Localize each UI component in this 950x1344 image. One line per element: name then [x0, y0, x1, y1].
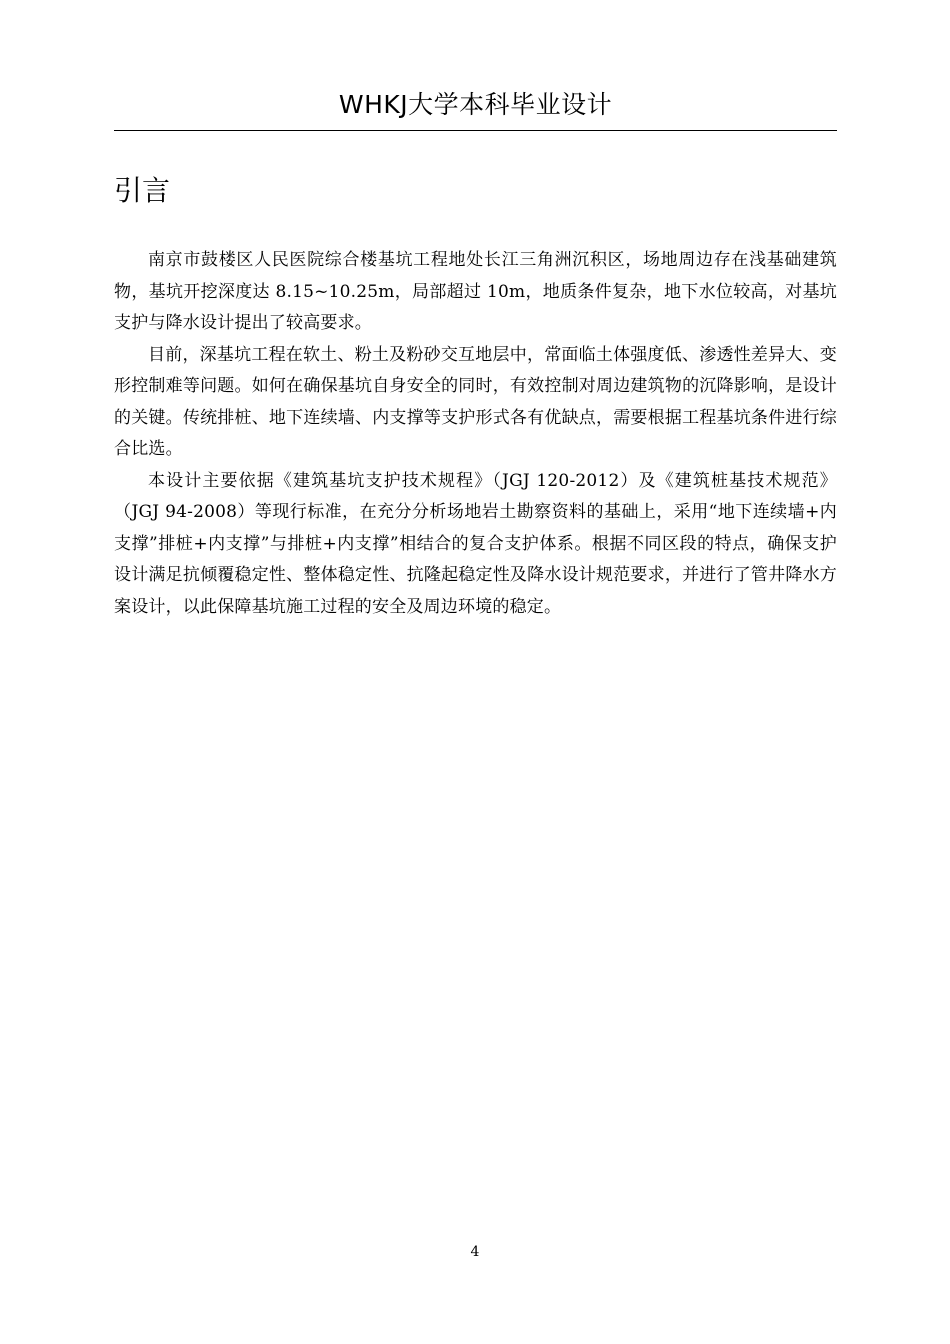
section-title: 引言: [114, 174, 171, 207]
page-header: [114, 88, 837, 131]
page-number: 4: [470, 1244, 480, 1260]
paragraph-3: 本设计主要依据《建筑基坑支护技术规程》（JGJ 120-2012）及《建筑桩基技术规范》（JGJ 94-2008）等现行标准，在充分分析场地岩土勘察资料的基础上，采用“地下连续墙+内支撑”排桩+内支撑”与排桩+内支撑”相结合的复合支护体系。根据不同区段的特点，确保支护设计满足抗倾覆稳定性、整体稳定性、抗隆起稳定性及降水设计规范要求，并进行了管井降水方案设计，以此保障基坑施工过程的安全及周边环境的稳定。: [114, 470, 837, 617]
paragraph-1: 南京市鼓楼区人民医院综合楼基坑工程地处长江三角洲沉积区，场地周边存在浅基础建筑物，基坑开挖深度达 8.15~10.25m，局部超过 10m，地质条件复杂，地下水位较高，对基坑支护与降水设计提出了较高要求。: [114, 250, 837, 333]
header-title: WHKJ大学本科毕业设计: [338, 90, 613, 119]
body-text: [114, 245, 837, 623]
paragraph-2: 目前，深基坑工程在软土、粉土及粉砂交互地层中，常面临土体强度低、渗透性差异大、变形控制难等问题。如何在确保基坑自身安全的同时，有效控制对周边建筑物的沉降影响，是设计的关键。传统排桩、地下连续墙、内支撑等支护形式各有优缺点，需要根据工程基坑条件进行综合比选。: [114, 344, 837, 459]
